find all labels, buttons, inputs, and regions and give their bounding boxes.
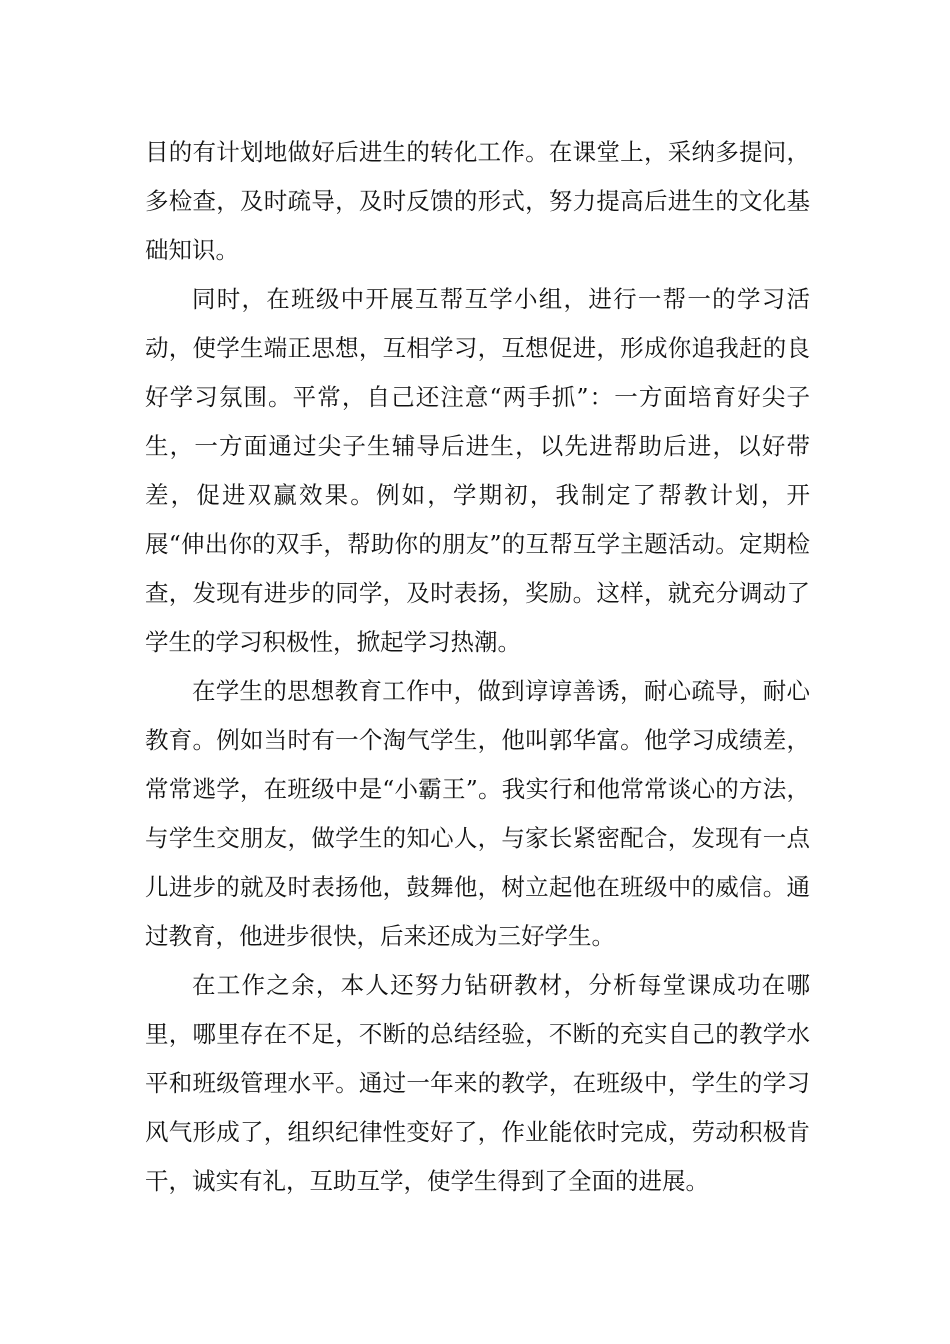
paragraph-mutual-help: 同时，在班级中开展互帮互学小组，进行一帮一的学习活动，使学生端正思想，互相学习，互想促进，形成你追我赶的良好学习氛围。平常，自己还注意“两手抓”：一方面培育好尖子生，一方面通过尖子生辅导后进生，以先进帮助后进，以好带差，促进双赢效果。例如，学期初，我制定了帮教计划，开展“伸出你的双手，帮助你的朋友”的互帮互学主题活动。定期检查，发现有进步的同学，及时表扬，奖励。这样，就充分调动了学生的学习积极性，掀起学习热潮。 xyxy=(145,285,810,656)
paragraph-continuation: 目的有计划地做好后进生的转化工作。在课堂上，采纳多提问，多检查，及时疏导，及时反馈的形式，努力提高后进生的文化基础知识。 xyxy=(145,138,810,264)
paragraph-teaching-summary: 在工作之余，本人还努力钻研教材，分析每堂课成功在哪里，哪里存在不足，不断的总结经验，不断的充实自己的教学水平和班级管理水平。通过一年来的教学，在班级中，学生的学习风气形成了，组织纪律性变好了，作业能依时完成，劳动积极肯干，诚实有礼，互助互学，使学生得到了全面的进展。 xyxy=(145,971,810,1195)
paragraph-moral-education: 在学生的思想教育工作中，做到谆谆善诱，耐心疏导，耐心教育。例如当时有一个淘气学生，他叫郭华富。他学习成绩差，常常逃学，在班级中是“小霸王”。我实行和他常常谈心的方法，与学生交朋友，做学生的知心人，与家长紧密配合，发现有一点儿进步的就及时表扬他，鼓舞他，树立起他在班级中的威信。通过教育，他进步很快，后来还成为三好学生。 xyxy=(145,677,810,950)
document-body xyxy=(145,128,810,1206)
